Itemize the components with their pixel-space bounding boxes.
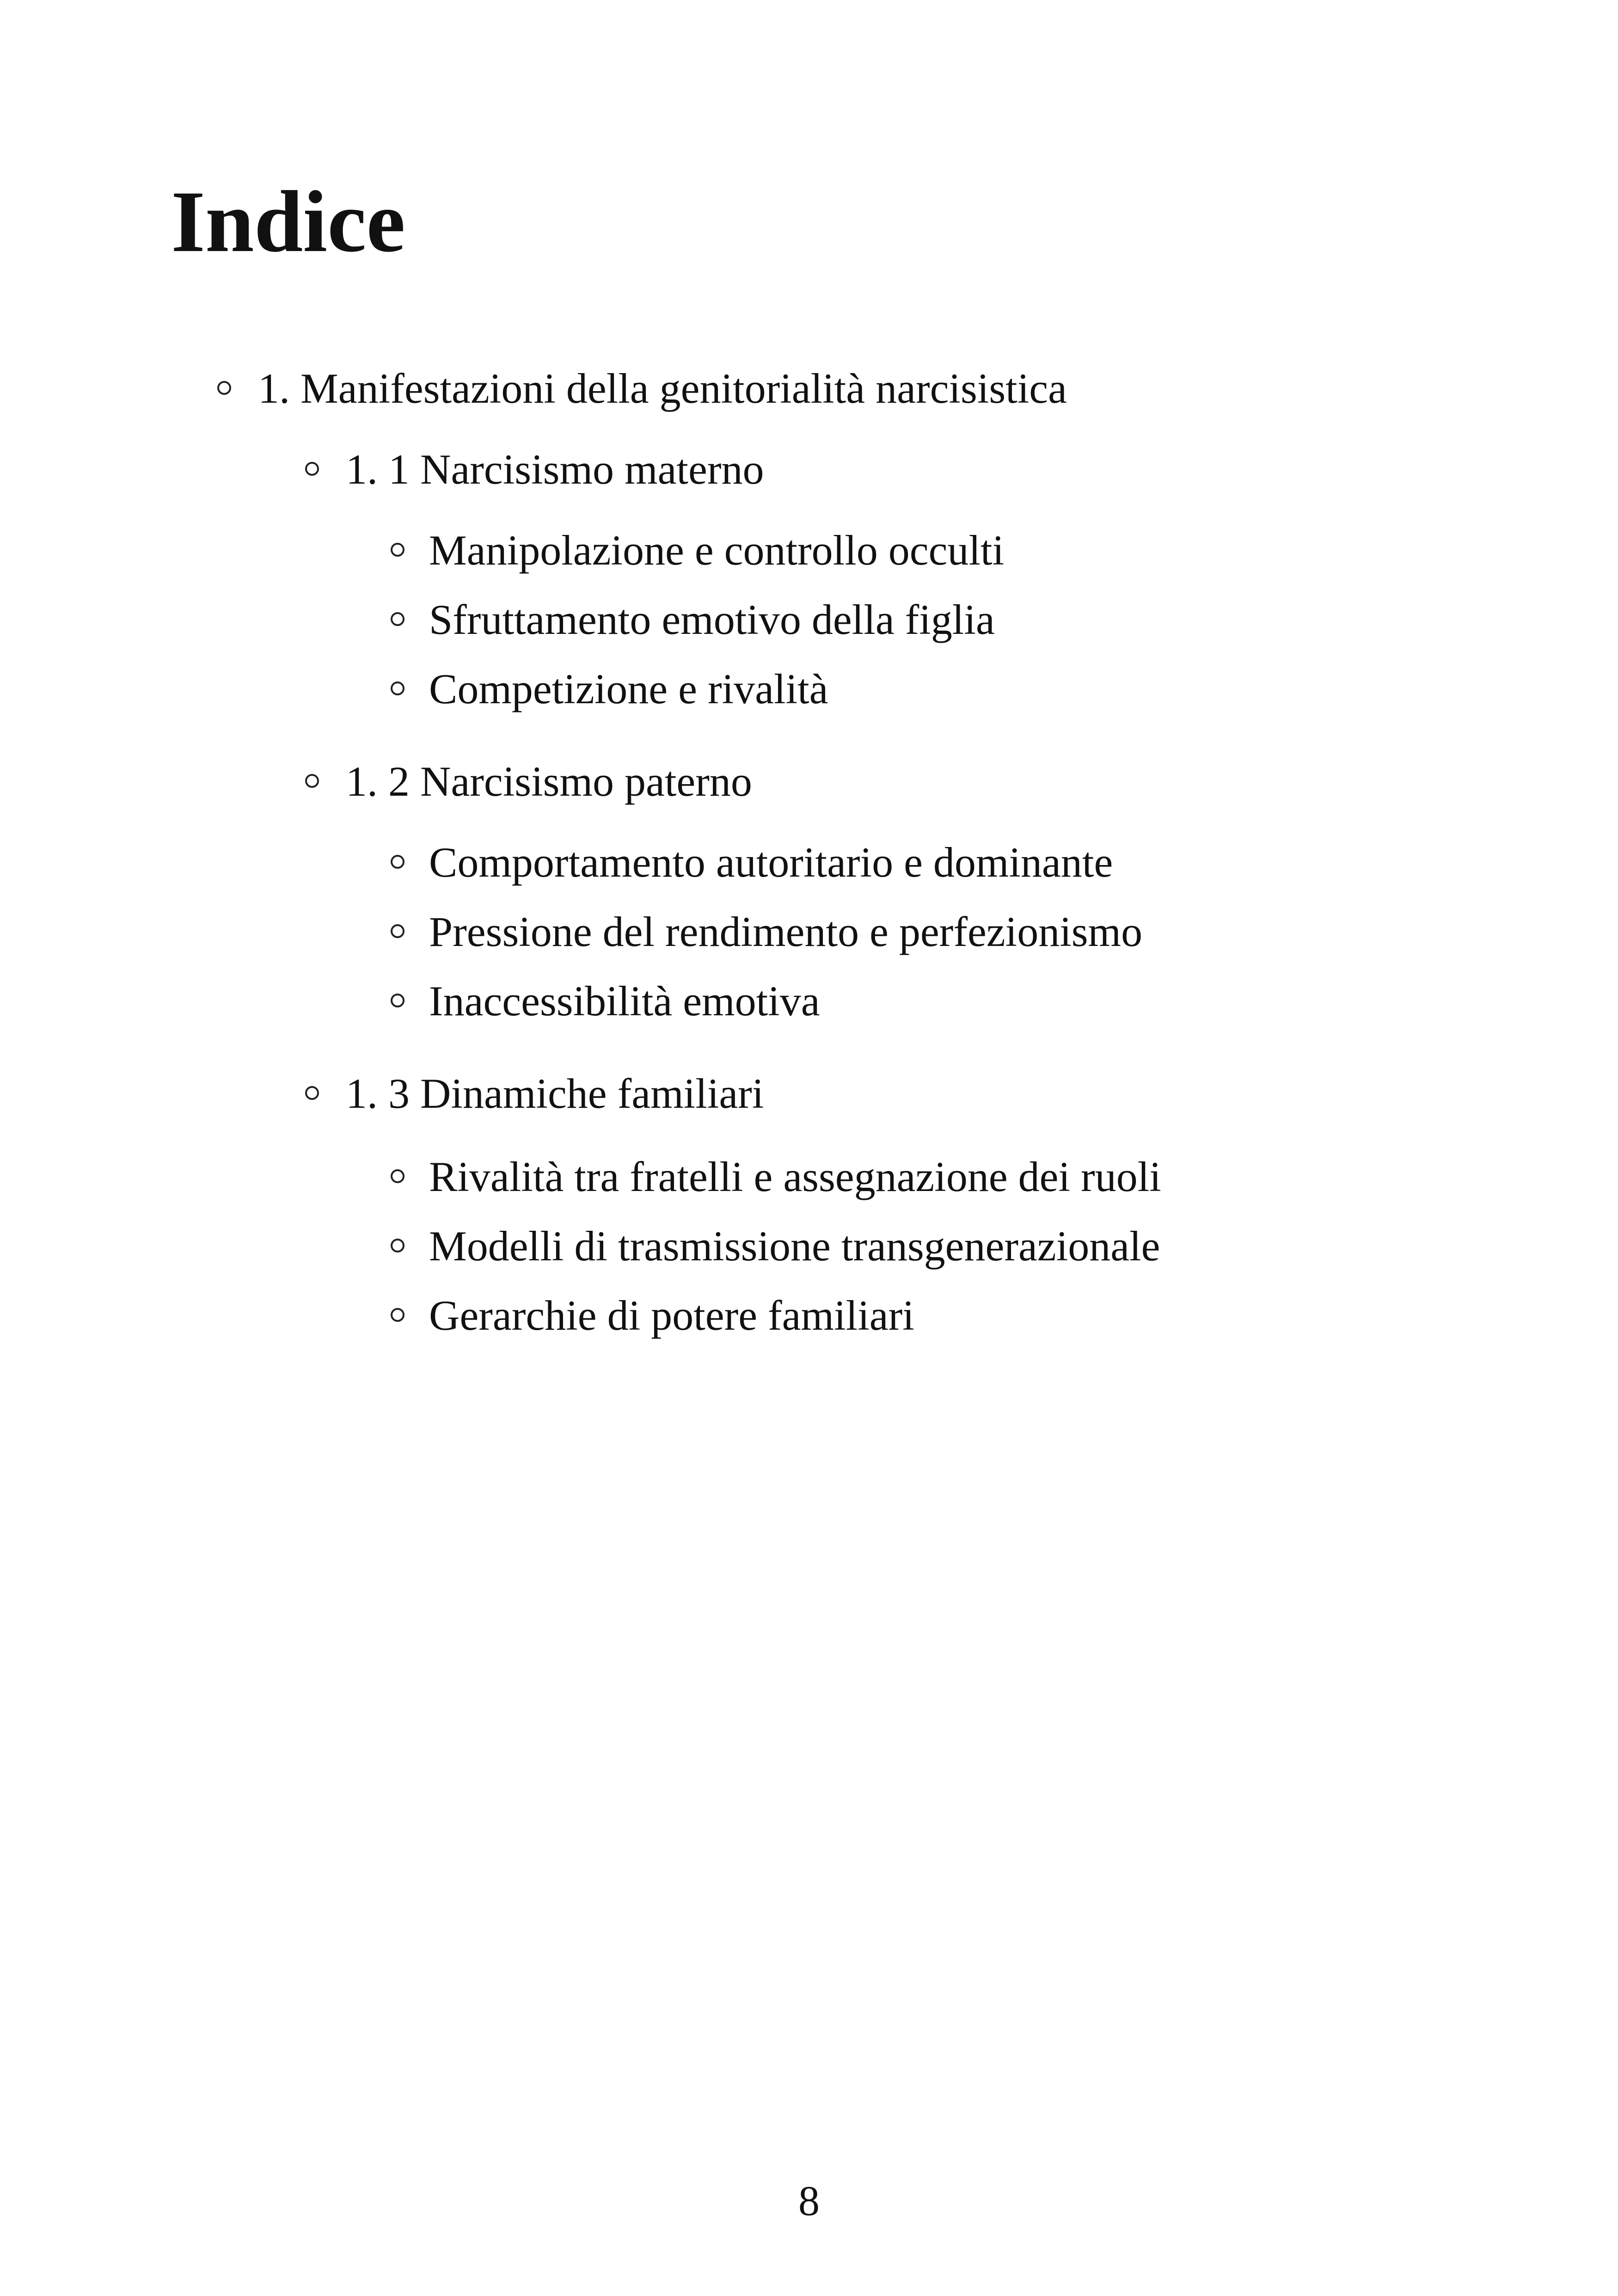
toc-entry-label: Manipolazione e controllo occulti [429, 527, 1005, 574]
toc-entry-label: Sfruttamento emotivo della figlia [429, 596, 995, 643]
circle-bullet-icon [305, 774, 319, 788]
toc-subsection-rivalita-fratelli[interactable] [391, 1149, 1161, 1204]
toc-subsection-competizione[interactable] [391, 661, 828, 717]
toc-section-1-3[interactable] [305, 1066, 764, 1121]
toc-entry-label: 1. 1 Narcisismo materno [346, 446, 764, 493]
toc-subsection-pressione[interactable] [391, 904, 1142, 959]
toc-section-1-2[interactable] [305, 754, 752, 809]
circle-bullet-icon [391, 1239, 404, 1252]
circle-bullet-icon [305, 462, 319, 476]
toc-entry-label: 1. Manifestazioni della genitorialità narcisistica [258, 365, 1067, 412]
toc-subsection-comportamento[interactable] [391, 835, 1113, 890]
toc-entry-label: Inaccessibilità emotiva [429, 977, 820, 1025]
toc-entry-label: Rivalità tra fratelli e assegnazione dei ruoli [429, 1153, 1161, 1200]
circle-bullet-icon [217, 381, 231, 395]
toc-subsection-inaccessibilita[interactable] [391, 973, 820, 1029]
circle-bullet-icon [305, 1086, 319, 1100]
toc-entry-label: 1. 3 Dinamiche familiari [346, 1070, 764, 1117]
circle-bullet-icon [391, 994, 404, 1007]
circle-bullet-icon [391, 855, 404, 869]
toc-chapter-1[interactable] [217, 361, 1067, 416]
toc-subsection-manipolazione[interactable] [391, 522, 1004, 578]
toc-subsection-modelli[interactable] [391, 1218, 1160, 1274]
circle-bullet-icon [391, 1169, 404, 1183]
toc-entry-label: Pressione del rendimento e perfezionismo [429, 908, 1143, 955]
page-title: Indice [171, 173, 405, 270]
circle-bullet-icon [391, 612, 404, 626]
circle-bullet-icon [391, 543, 404, 557]
toc-subsection-sfruttamento[interactable] [391, 592, 995, 647]
page-number: 8 [798, 2177, 820, 2224]
toc-entry-label: Gerarchie di potere familiari [429, 1292, 914, 1339]
toc-entry-label: Comportamento autoritario e dominante [429, 839, 1113, 886]
circle-bullet-icon [391, 924, 404, 938]
toc-section-1-1[interactable] [305, 442, 764, 497]
toc-entry-label: 1. 2 Narcisismo paterno [346, 758, 752, 805]
toc-entry-label: Modelli di trasmissione transgenerazionale [429, 1222, 1160, 1270]
circle-bullet-icon [391, 1308, 404, 1322]
toc-subsection-gerarchie[interactable] [391, 1288, 914, 1343]
circle-bullet-icon [391, 681, 404, 695]
toc-entry-label: Competizione e rivalità [429, 665, 828, 712]
